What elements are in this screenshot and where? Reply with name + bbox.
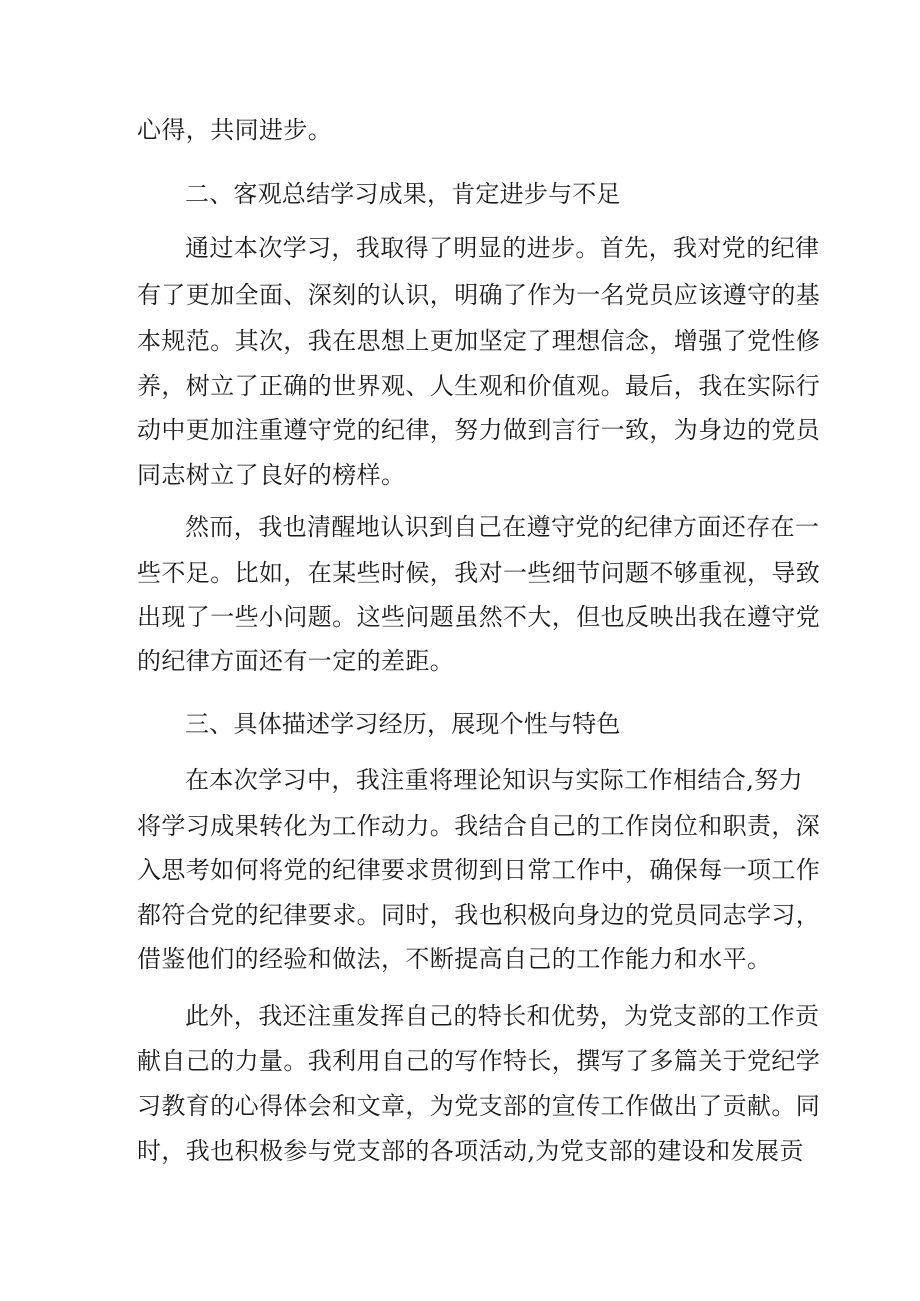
paragraph-2-line: 的纪律方面还有一定的差距。 [137, 647, 455, 675]
paragraph-4-line: 时，我也积极参与党支部的各项活动,为党支部的建设和发展贡 [137, 1137, 804, 1165]
paragraph-1-line: 有了更加全面、深刻的认识，明确了作为一名党员应该遵守的基 [137, 281, 821, 309]
paragraph-1-line: 通过本次学习，我取得了明显的进步。首先，我对党的纪律 [185, 234, 820, 262]
section-heading-3: 三、具体描述学习经历，展现个性与特色 [185, 710, 621, 738]
paragraph-3-line: 都符合党的纪律要求。同时，我也积极向身边的党员同志学习， [137, 901, 821, 929]
paragraph-2-line: 出现了一些小问题。这些问题虽然不大，但也反映出我在遵守党 [137, 603, 821, 631]
paragraph-1-line: 养，树立了正确的世界观、人生观和价值观。最后，我在实际行 [137, 372, 821, 400]
paragraph-3-line: 入思考如何将党的纪律要求贯彻到日常工作中，确保每一项工作 [137, 856, 821, 884]
paragraph-2-line: 然而，我也清醒地认识到自己在遵守党的纪律方面还存在一 [185, 513, 820, 541]
paragraph-1-line: 本规范。其次，我在思想上更加坚定了理想信念，增强了党性修 [137, 327, 821, 355]
paragraph-2-line: 些不足。比如，在某些时候，我对一些细节问题不够重视，导致 [137, 559, 821, 587]
paragraph-0-line: 心得，共同进步。 [137, 116, 333, 144]
paragraph-4-line: 习教育的心得体会和文章，为党支部的宣传工作做出了贡献。同 [137, 1092, 821, 1120]
paragraph-3-line: 将学习成果转化为工作动力。我结合自己的工作岗位和职责，深 [137, 812, 821, 840]
paragraph-1-line: 动中更加注重遵守党的纪律，努力做到言行一致，为身边的党员 [137, 416, 821, 444]
paragraph-3-line: 在本次学习中，我注重将理论知识与实际工作相结合,努力 [185, 766, 804, 794]
paragraph-1-line: 同志树立了良好的榜样。 [137, 461, 406, 489]
paragraph-4-line: 献自己的力量。我利用自己的写作特长，撰写了多篇关于党纪学 [137, 1047, 821, 1075]
section-heading-2: 二、客观总结学习成果，肯定进步与不足 [185, 180, 621, 208]
paragraph-4-line: 此外，我还注重发挥自己的特长和优势，为党支部的工作贡 [185, 1002, 820, 1030]
paragraph-3-line: 借鉴他们的经验和做法，不断提高自己的工作能力和水平。 [137, 945, 772, 973]
